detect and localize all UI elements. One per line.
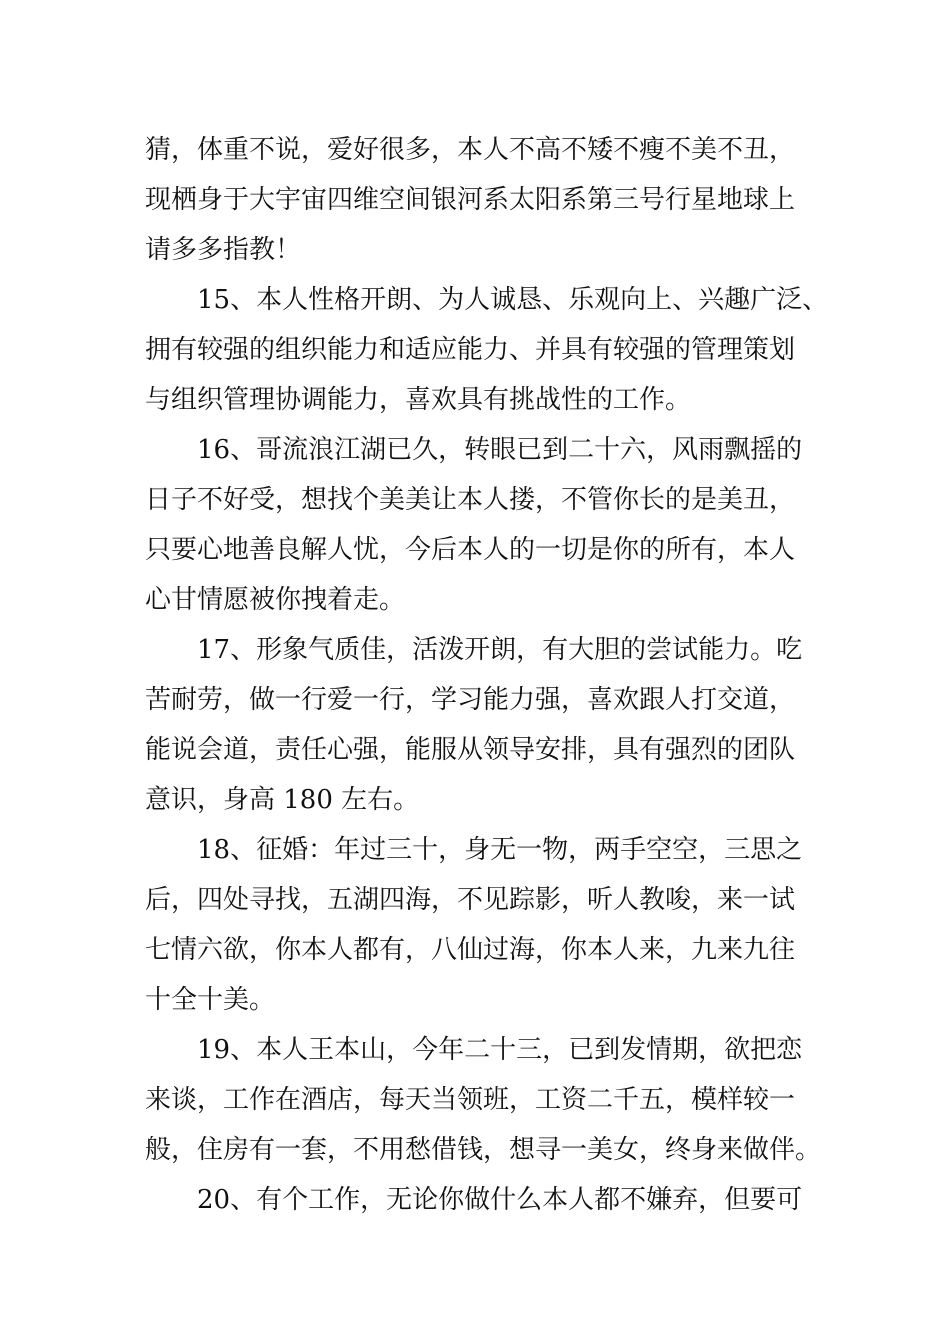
text-line: 请多多指教！: [145, 235, 302, 265]
text-line: 意识，身高 180 左右。: [145, 785, 420, 815]
paragraph-15-first-line: 15、本人性格开朗、为人诚恳、乐观向上、兴趣广泛、: [197, 285, 829, 315]
paragraph-19-first-line: 19、本人王本山，今年二十三，已到发情期，欲把恋: [197, 1035, 803, 1065]
text-line: 与组织管理协调能力，喜欢具有挑战性的工作。: [145, 385, 692, 415]
text-line: 能说会道，责任心强，能服从领导安排，具有强烈的团队: [145, 735, 796, 765]
paragraph-16-first-line: 16、哥流浪江湖已久，转眼已到二十六，风雨飘摇的: [197, 435, 803, 465]
text-line: 七情六欲，你本人都有，八仙过海，你本人来，九来九往: [145, 935, 796, 965]
text-line: 猜，体重不说，爱好很多，本人不高不矮不瘦不美不丑，: [145, 135, 796, 165]
text-line: 心甘情愿被你拽着走。: [145, 585, 406, 615]
text-line: 来谈，工作在酒店，每天当领班，工资二千五，模样较一: [145, 1085, 796, 1115]
text-line: 十全十美。: [145, 985, 276, 1015]
text-line: 般，住房有一套，不用愁借钱，想寻一美女，终身来做伴。: [145, 1135, 822, 1165]
paragraph-17-first-line: 17、形象气质佳，活泼开朗，有大胆的尝试能力。吃: [197, 635, 803, 665]
text-line: 现栖身于大宇宙四维空间银河系太阳系第三号行星地球上: [145, 185, 796, 215]
text-line: 后，四处寻找，五湖四海，不见踪影，听人教唆，来一试: [145, 885, 796, 915]
text-line: 苦耐劳，做一行爱一行，学习能力强，喜欢跟人打交道，: [145, 685, 796, 715]
text-line: 拥有较强的组织能力和适应能力、并具有较强的管理策划: [145, 335, 796, 365]
text-line: 只要心地善良解人忧，今后本人的一切是你的所有，本人: [145, 535, 796, 565]
paragraph-20-first-line: 20、有个工作，无论你做什么本人都不嫌弃，但要可: [197, 1185, 803, 1215]
text-line: 日子不好受，想找个美美让本人搂，不管你长的是美丑，: [145, 485, 796, 515]
paragraph-18-first-line: 18、征婚：年过三十，身无一物，两手空空，三思之: [197, 835, 803, 865]
